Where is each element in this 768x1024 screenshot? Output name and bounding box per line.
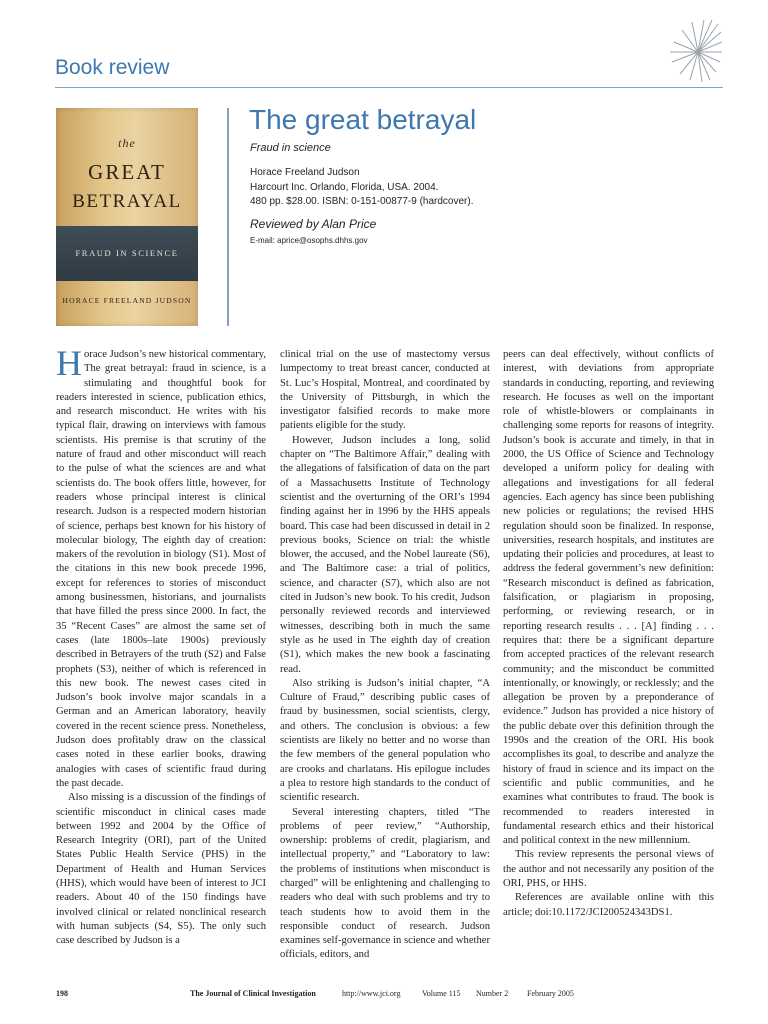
paragraph: This review represents the personal views of the author and not necessarily any position of the ORI, PHS, or HHS. bbox=[503, 849, 714, 889]
book-details: 480 pp. $28.00. ISBN: 0-151-00877-9 (hardcover). bbox=[250, 196, 474, 207]
journal-name: The Journal of Clinical Investigation bbox=[190, 989, 316, 998]
reviewer-email: E-mail: aprice@osophs.dhhs.gov bbox=[250, 236, 368, 245]
paragraph: Also striking is Judson’s initial chapter, “A Culture of Fraud,” describing public cases of fraud by businessmen, social scientists, clergy, and others. The conclusion is obvious: a few scientists are likely no better and no worse than the few members of the general population who are crooks and charlatans. His epilogue includes a plea to restore high standards to the conduct of scientific research. bbox=[280, 677, 490, 804]
paragraph bbox=[56, 343, 267, 791]
paragraph: However, Judson includes a long, solid chapter on “The Baltimore Affair,” dealing with the allegations of falsification of data on the part of a Massachusetts Institute of Technology scientist and the overturning of the ORI’s 1994 finding against her in 1996 by the HHS appeals board. This case had been discussed in detail in 2 previous books, Science on trial: the whistle blower, the accused, and the Nobel laureate (S6), and The Baltimore case: a trial of politics, science, and character (S7), which also are not cited in Judson’s new book. To his credit, Judson personally reviewed records and interviewed witnesses, describing both in much the same style as he used in The eighth day of creation (S1), which makes the new book a fascinating read. bbox=[280, 434, 490, 675]
cover-author-text: HORACE FREELAND JUDSON bbox=[62, 296, 192, 305]
book-author: Horace Freeland Judson bbox=[250, 167, 360, 178]
section-label: Book review bbox=[55, 56, 170, 79]
text-column-1 bbox=[56, 343, 267, 948]
paragraph: References are available online with this article; doi:10.1172/JCI200524343DS1. bbox=[503, 892, 714, 918]
review-subtitle: Fraud in science bbox=[250, 142, 331, 154]
header-rule bbox=[55, 87, 723, 88]
cover-subtitle-text: FRAUD IN SCIENCE bbox=[75, 248, 179, 258]
paragraph-text: orace Judson’s new historical commentary, The great betrayal: fraud in science, is a stimulating and thoughtful book for readers interested in science, publication ethics, and research misconduct. He writes with his typical flair, drawing on interviews with famous scientists. His premise is that scrutiny of the nature of fraud and other misconduct will reach to the pulse of what the sciences are and what scientists do. The book offers little, however, for readers whose principal interest is clinical research. Judson is a respected modern historian of science, perhaps best known for his history of molecular biology, The eighth day of creation: makers of the revolution in biology (S1). Most of the citations in this new book precede 1996, except for references to stories of misconduct among businessmen, historians, and journalists that have filled the press since 2000. In fact, the 35 “Recent Cases” are almost the same set of cases (late 1800s–late 1900s) previously described in Betrayers of the truth (S2) and False prophets (S3), neither of which is referenced in this new book. The newest cases cited in Judson’s book involve major scandals in a German and an American laboratory, heavily covered in the recent science press. Nonetheless, Judson does profitably draw on the classical cases noted in these earlier books, drawing analogies with cases of scientific fraud during the past decade. bbox=[56, 349, 267, 789]
book-publisher: Harcourt Inc. Orlando, Florida, USA. 2004. bbox=[250, 182, 439, 193]
book-cover-image bbox=[56, 108, 198, 326]
cover-great-text: GREAT bbox=[88, 160, 166, 184]
cover-betrayal-text: BETRAYAL bbox=[72, 191, 182, 212]
text-column-2 bbox=[280, 348, 490, 963]
cover-the-text: the bbox=[118, 136, 136, 150]
page-number: 198 bbox=[56, 989, 68, 998]
text-column-3 bbox=[503, 348, 714, 920]
issue-number: Number 2 bbox=[476, 989, 509, 998]
paragraph: Also missing is a discussion of the findings of scientific misconduct in clinical cases made between 1992 and 2004 by the Office of Research Integrity (ORI), part of the United States Public Health Service (PHS) in the Department of Health and Human Services (HHS), which would have been of interest to JCI readers. About 40 of the 150 findings have involved clinical or related nonclinical research with human subjects (S4, S5). The only such case described by Judson is a bbox=[56, 792, 266, 947]
review-title: The great betrayal bbox=[249, 104, 477, 135]
paragraph: clinical trial on the use of mastectomy versus lumpectomy to treat breast cancer, conducted at St. Luc’s Hospital, Montreal, and coordinated by the University of Pittsburgh, in which the investigator falsified records to make more patients eligible for the study. bbox=[280, 349, 490, 432]
journal-url[interactable]: http://www.jci.org bbox=[342, 989, 401, 998]
paragraph: Several interesting chapters, titled “The problems of peer review,” “Authorship, ownership: problems of credit, plagiarism, and intellectual property,” and “Laboratory to law: the problems of institutions when misconduct is charged” will be enlightening and challenging to readers who deal with such problems and try to teach students how to avoid them in the responsible conduct of research. Judson examines self-governance in science and whether officials, editors, and bbox=[280, 806, 490, 961]
paragraph: peers can deal effectively, without conflicts of interest, with deviations from appropriate standards in conducting, reporting, and reviewing research. He focuses as well on the important role of whistle-blowers or complainants in challenging some reports for reasons of integrity. Judson’s book is accurate and timely, in that in 2000, the US Office of Science and Technology developed a uniform policy for dealing with allegations and investigations for all federal agencies. Each agency has since been publishing new policies or regulations; the revised HHS regulation should soon be finalized. In response, universities, research hospitals, and institutes are updating their policies and procedures, at least to address the federal government’s new definition: “Research misconduct is defined as fabrication, falsification, or plagiarism in proposing, performing, or reviewing research, or in reporting research results . . . [A] finding . . . requires that: there be a significant departure from accepted practices of the relevant research community; and the misconduct be committed intentionally, or knowingly, or recklessly; and the allegation be proven by a preponderance of evidence.” Judson has provided a nice history of the public debate over this definition through the 1990s and the creation of the ORI. His book accomplishes its goal, to describe and analyze the history of fraud in science and its impact on the scientific and public communities, and he examines what contributes to fraud. The book is recommended to readers interested in fundamental research ethics and their historical and political context in the new millennium. bbox=[503, 349, 714, 847]
volume: Volume 115 bbox=[422, 989, 461, 998]
issue-date: February 2005 bbox=[527, 989, 574, 998]
vertical-divider bbox=[227, 108, 229, 326]
drop-cap: H bbox=[56, 343, 82, 383]
reviewer-name: Reviewed by Alan Price bbox=[250, 217, 377, 231]
burst-logo-icon bbox=[668, 18, 722, 82]
